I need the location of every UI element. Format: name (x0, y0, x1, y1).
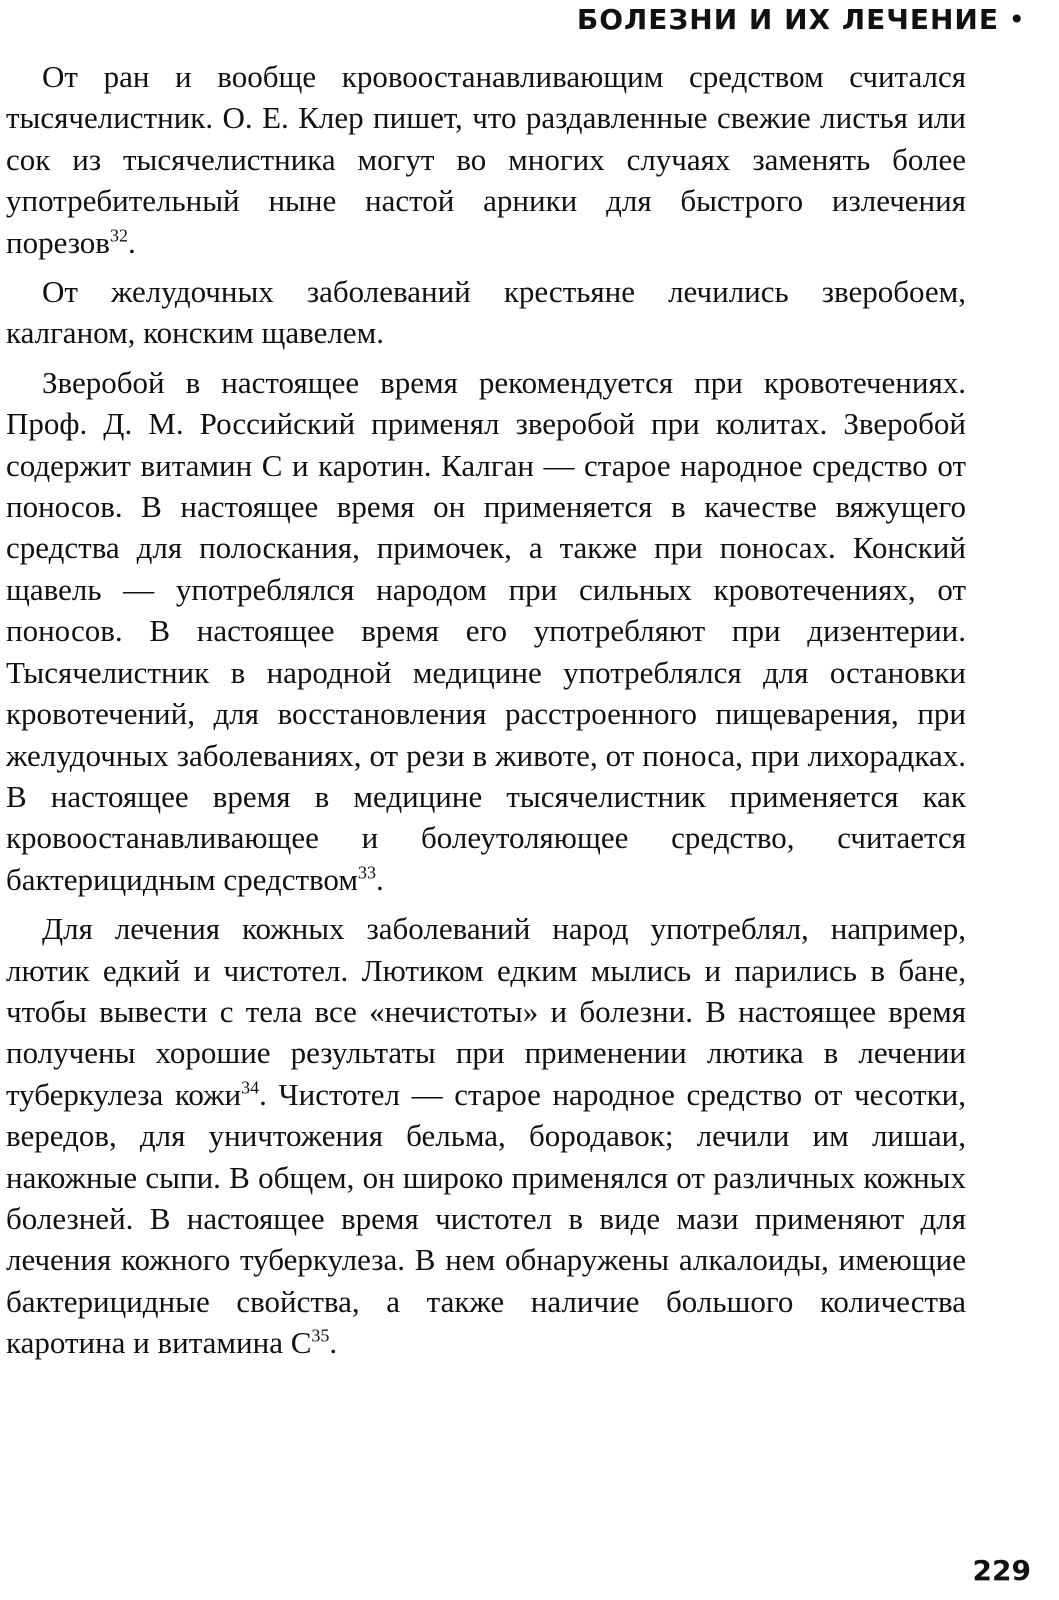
header-bullet: • (1008, 3, 1025, 36)
paragraph (6, 908, 966, 1363)
paragraph-text: Для лечения кожных заболеваний народ употреблял, например, лютик едкий и чистотел. Лютиком едким мылись и парились в бане, чтобы вывести с тела все «нечистоты» и болезни. В настоящее время получены хорошие результаты при применении лютика в лечении туберкулеза кожи (6, 911, 966, 1112)
paragraph-text: От желудочных заболеваний крестьяне лечились зверобоем, калганом, конским щавелем. (6, 274, 966, 351)
paragraph-text: . (329, 1325, 338, 1361)
running-header: БОЛЕЗНИ И ИХ ЛЕЧЕНИЕ (576, 3, 999, 36)
paragraph-text: . (375, 861, 384, 897)
paragraph (6, 56, 966, 263)
paragraph-text: . (127, 224, 136, 260)
paragraph (6, 362, 966, 900)
paragraph-text: От ран и вообще кровоостанавливающим средством считался тысячелистник. О. Е. Клер пишет, что раздавленные свежие листья или сок из тысячелистника могут во многих случаях заменять более употребительный ныне настой арники для быстрого излечения порезов (6, 59, 966, 260)
body-text (6, 56, 966, 1372)
paragraph-text: . Чистотел — старое народное средство от чесотки, вередов, для уничтожения бельма, бородавок; лечили им лишаи, накожные сыпи. В общем, он широко применялся от различных кожных болезней. В настоящее время чистотел в виде мази применяют для лечения кожного туберкулеза. В нем обнаружены алкалоиды, имеющие бактерицидные свойства, а также наличие большого количества каротина и витамина С (6, 1076, 967, 1361)
paragraph (6, 271, 966, 354)
paragraph-text: Зверобой в настоящее время рекомендуется при кровотечениях. Проф. Д. М. Российский применял зверобой при колитах. Зверобой содержит витамин С и каротин. Калган — старое народное средство от поносов. В настоящее время он применяется в качестве вяжущего средства для полоскания, примочек, а также при поносах. Конский щавель — употреблялся народом при сильных кровотечениях, от поносов. В настоящее время его употребляют при дизентерии. Тысячелистник в народной медицине употреблялся для остановки кровотечений, для восстановления расстроенного пищеварения, при желудочных заболеваниях, от рези в животе, от поноса, при лихорадках. В настоящее время в медицине тысячелистник применяется как кровоостанавливающее и болеутоляющее средство, считается бактерицидным средством (6, 364, 966, 897)
page-number: 229 (972, 1554, 1031, 1587)
footnote-reference: 33 (357, 862, 376, 883)
footnote-reference: 34 (241, 1077, 260, 1098)
footnote-reference: 32 (109, 225, 128, 246)
footnote-reference: 35 (311, 1325, 330, 1346)
